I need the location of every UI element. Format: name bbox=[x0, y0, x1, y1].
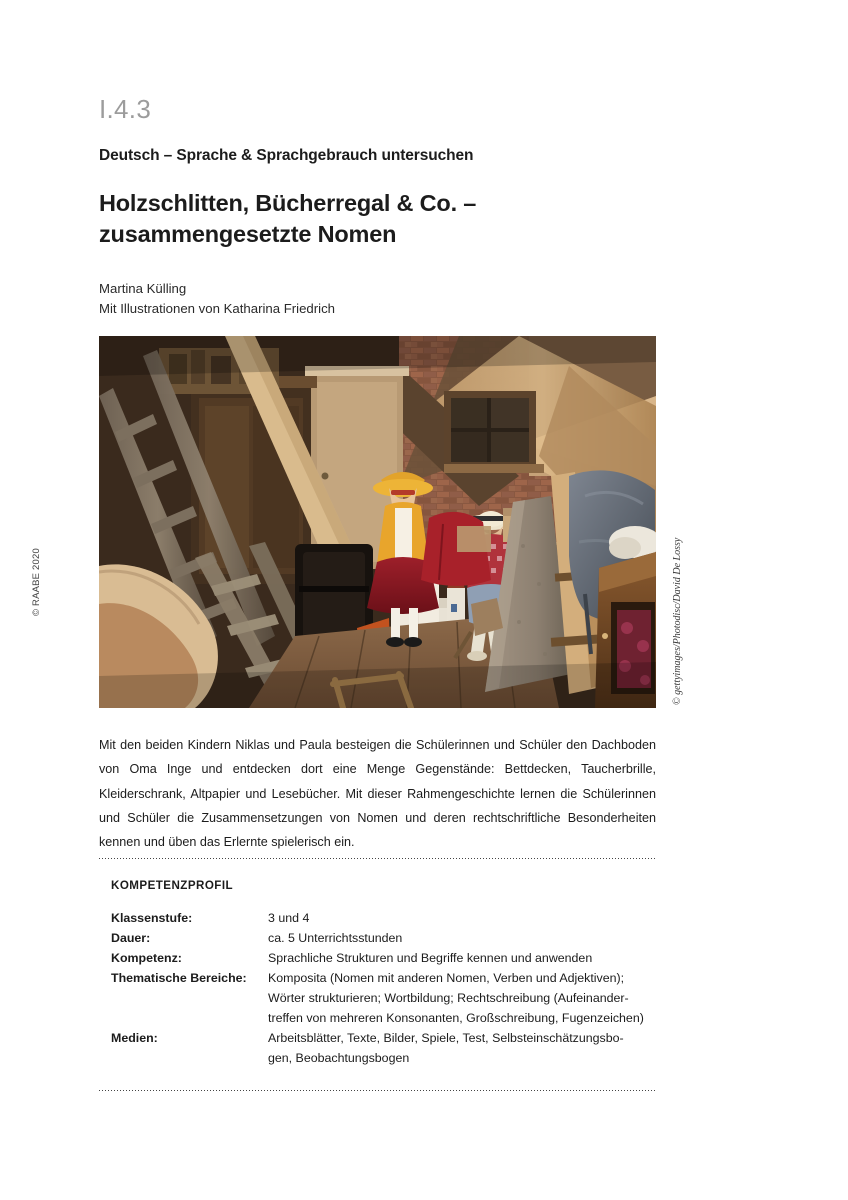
table-row bbox=[111, 949, 656, 969]
page-title-line-1: Holzschlitten, Bücherregal & Co. – bbox=[99, 190, 477, 216]
row-label: Klassenstufe: bbox=[111, 911, 193, 925]
row-value-line: Komposita (Nomen mit anderen Nomen, Verben und Adjektiven); bbox=[268, 970, 625, 985]
table-row bbox=[111, 929, 656, 949]
intro-paragraph: Mit den beiden Kindern Niklas und Paula besteigen die Schülerinnen und Schüler den Dachboden von Oma Inge und entdecken dort eine Menge Gegenstände: Bettdecken, Taucherbrille, Kleiderschrank, Altpapier und Lesebücher. Mit dieser Rahmengeschichte lernen die Schülerinnen und Schüler die Zusammensetzungen von Nomen und deren rechtschriftliche Besonderheiten kennen und üben das Erlernte spielerisch ein. bbox=[99, 738, 656, 850]
row-label: Medien: bbox=[111, 1030, 158, 1045]
divider-bottom bbox=[99, 1090, 656, 1091]
row-value bbox=[268, 929, 656, 949]
side-copyright: © RAABE 2020 bbox=[31, 548, 42, 617]
row-value-line: 3 und 4 bbox=[268, 911, 310, 925]
row-value bbox=[268, 949, 656, 969]
table-row bbox=[111, 1029, 656, 1069]
kompetenzprofil-table bbox=[111, 909, 656, 1069]
row-label: Thematische Bereiche: bbox=[111, 970, 247, 985]
table-row bbox=[111, 909, 656, 929]
row-value-line: Arbeitsblätter, Texte, Bilder, Spiele, Test, Selbsteinschätzungsbo- bbox=[268, 1030, 624, 1045]
subject-line: Deutsch – Sprache & Sprachgebrauch untersuchen bbox=[99, 147, 474, 164]
row-label: Kompetenz: bbox=[111, 950, 182, 965]
table-row bbox=[111, 969, 656, 1029]
row-label: Dauer: bbox=[111, 930, 151, 945]
chapter-code: I.4.3 bbox=[99, 94, 152, 124]
row-value bbox=[268, 909, 656, 929]
row-value bbox=[268, 1029, 656, 1069]
illustrator-credit: Mit Illustrationen von Katharina Friedrich bbox=[99, 301, 336, 317]
cover-photo bbox=[99, 336, 656, 708]
photo-credit: © gettyimages/Photodisc/David De Lossy bbox=[672, 537, 683, 705]
row-value-line: Wörter strukturieren; Wortbildung; Rechtschreibung (Aufeinander- bbox=[268, 990, 629, 1005]
kompetenzprofil-heading: KOMPETENZPROFIL bbox=[111, 879, 234, 892]
row-value bbox=[268, 969, 656, 1029]
row-value-line: treffen von mehreren Konsonanten, Großschreibung, Fugenzeichen) bbox=[268, 1010, 644, 1025]
divider-top bbox=[99, 858, 656, 859]
row-value-line: ca. 5 Unterrichtsstunden bbox=[268, 930, 403, 945]
author-name: Martina Külling bbox=[99, 281, 187, 296]
page-title-line-2: zusammengesetzte Nomen bbox=[99, 221, 397, 248]
author-block bbox=[99, 279, 335, 320]
page-title bbox=[99, 188, 659, 251]
row-value-line: Sprachliche Strukturen und Begriffe kennen und anwenden bbox=[268, 950, 593, 965]
row-value-line: gen, Beobachtungsbogen bbox=[268, 1050, 410, 1065]
cover-photo-artwork bbox=[99, 336, 656, 708]
